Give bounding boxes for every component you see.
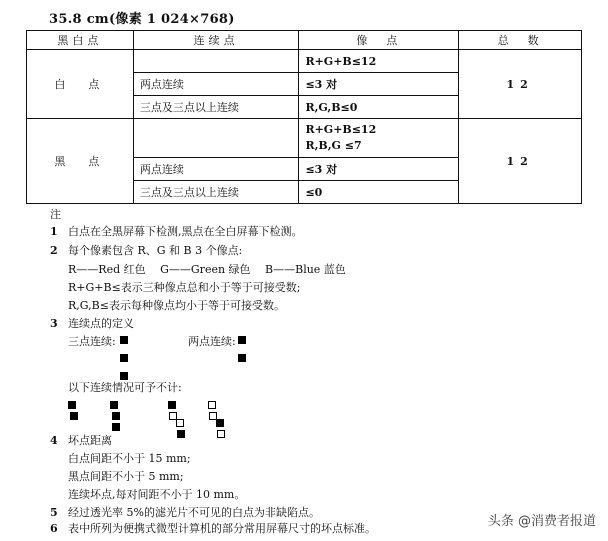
empty-square-icon (208, 401, 216, 409)
cont-cell (133, 50, 299, 73)
note-text: 表中所列为便携式微型计算机的部分常用屏幕尺寸的坏点标准。 (68, 522, 376, 535)
note-subline: 连续坏点,每对间距不小于 10 mm。 (68, 488, 246, 501)
black-total: 12 (459, 119, 582, 204)
filled-square-icon (112, 423, 120, 431)
cont-cell: 两点连续 (133, 73, 299, 96)
empty-square-icon (217, 430, 225, 438)
note-number: 2 (50, 244, 58, 257)
pixel-line: R+G+B≤12 (305, 123, 377, 136)
filled-square-icon (120, 336, 128, 344)
note-text: 经过透光率 5%的滤光片不可见的白点为非缺陷点。 (68, 506, 320, 519)
note-subline: R,G,B≤表示每种像点均小于等于可接受数。 (68, 299, 285, 312)
black-point-label: 黑 点 (27, 119, 134, 204)
filled-square-icon (238, 354, 246, 362)
three-consecutive-label: 三点连续: (68, 335, 116, 348)
table-title: 35.8 cm(像素 1 024×768) (49, 12, 235, 27)
two-consecutive-label: 两点连续: (188, 335, 236, 348)
cont-cell: 三点及三点以上连续 (133, 181, 299, 204)
cont-cell: 三点及三点以上连续 (133, 96, 299, 119)
note-text: 坏点距离 (68, 434, 112, 447)
note-text: 每个像素包含 R、G 和 B 3 个像点: (68, 244, 243, 257)
exception-label: 以下连续情况可予不计: (68, 381, 182, 394)
filled-square-icon (216, 419, 224, 427)
filled-square-icon (238, 336, 246, 344)
empty-square-icon (176, 419, 184, 427)
header-cell: 像 点 (299, 31, 459, 50)
table-row (27, 50, 582, 73)
filled-square-icon (168, 401, 176, 409)
header-cell: 总 数 (459, 31, 582, 50)
filled-square-icon (177, 430, 185, 438)
note-subline: 黑点间距不小于 5 mm; (68, 470, 184, 483)
note-number: 6 (50, 522, 58, 535)
table-row (27, 119, 582, 158)
filled-square-icon (70, 412, 78, 420)
pixel-cell: ≤3 对 (299, 158, 459, 181)
pattern-mixed (176, 417, 185, 439)
note-number: 3 (50, 317, 58, 330)
header-cell: 连续点 (133, 31, 299, 50)
table-header-row (27, 31, 582, 50)
pixel-cell: ≤0 (299, 181, 459, 204)
note-text: 连续点的定义 (68, 317, 134, 330)
pattern-mixed (216, 417, 225, 439)
white-point-label: 白 点 (27, 50, 134, 119)
watermark: 头条 @消费者报道 (487, 514, 596, 529)
note-subline: R+G+B≤表示三种像点总和小于等于可接受数; (68, 281, 301, 294)
filled-square-icon (120, 354, 128, 362)
notes-heading: 注 (50, 208, 61, 221)
filled-square-icon (110, 401, 118, 409)
pattern-pair (68, 399, 78, 421)
note-subline: R——Red 红色 G——Green 绿色 B——Blue 蓝色 (68, 263, 346, 276)
cont-cell (133, 119, 299, 158)
pattern-triple (110, 399, 120, 432)
filled-square-icon (68, 401, 76, 409)
pixel-cell: R,G,B≤0 (299, 96, 459, 119)
note-number: 5 (50, 506, 58, 519)
header-cell: 黑白点 (27, 31, 134, 50)
pixel-cell: ≤3 对 (299, 73, 459, 96)
filled-square-icon (112, 412, 120, 420)
pixel-cell (299, 119, 459, 158)
cont-cell: 两点连续 (133, 158, 299, 181)
note-number: 4 (50, 434, 58, 447)
pixel-cell: R+G+B≤12 (299, 50, 459, 73)
dead-pixel-table (26, 30, 582, 204)
pixel-line: R,B,G ≤7 (305, 139, 362, 152)
note-number: 1 (50, 225, 58, 238)
note-subline: 白点间距不小于 15 mm; (68, 452, 191, 465)
filled-square-icon (120, 372, 128, 380)
white-total: 12 (459, 50, 582, 119)
note-text: 白点在全黑屏幕下检测,黑点在全白屏幕下检测。 (68, 225, 303, 238)
